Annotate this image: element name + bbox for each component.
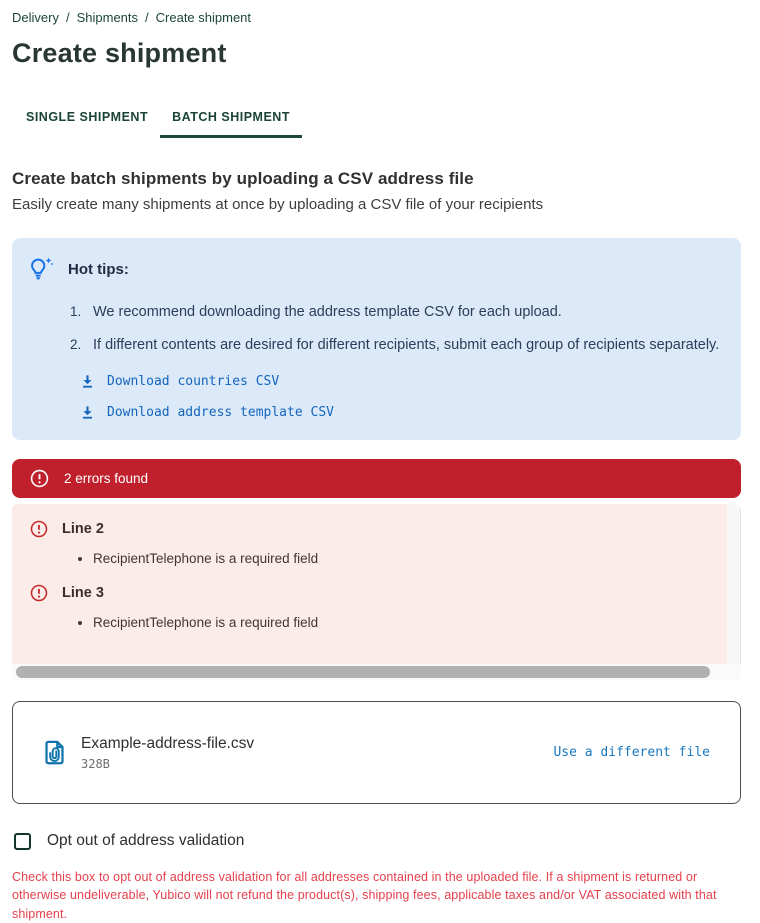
file-meta xyxy=(81,735,254,771)
download-countries-csv-link[interactable] xyxy=(80,374,725,389)
hot-tips-panel xyxy=(12,238,741,440)
download-icon xyxy=(80,374,95,389)
error-banner-text: 2 errors found xyxy=(64,470,149,486)
error-group-title: Line 3 xyxy=(62,585,104,602)
file-size: 328B xyxy=(81,756,110,771)
error-banner xyxy=(12,459,741,498)
error-item: • RecipientTelephone is a required field xyxy=(93,549,727,569)
hot-tips-list xyxy=(28,301,725,358)
uploaded-file-card xyxy=(12,701,741,804)
horizontal-scrollbar-track xyxy=(12,664,741,680)
error-circle-icon xyxy=(30,469,49,488)
use-different-file-link[interactable]: Use a different file xyxy=(553,745,710,761)
opt-out-label: Opt out of address validation xyxy=(47,832,245,850)
breadcrumb-shipments[interactable]: Shipments xyxy=(76,10,139,25)
tab-bar xyxy=(12,100,741,138)
lightbulb-sparkle-icon xyxy=(28,256,54,282)
file-attachment-icon xyxy=(41,739,68,766)
error-group-items xyxy=(30,613,727,633)
horizontal-scrollbar-thumb[interactable] xyxy=(16,666,710,678)
section-heading: Create batch shipments by uploading a CSV address file xyxy=(12,169,474,188)
hot-tip-item: 1. We recommend downloading the address template CSV for each upload. xyxy=(85,301,725,325)
error-group-title: Line 2 xyxy=(62,520,104,537)
error-group-header xyxy=(30,520,727,538)
download-icon xyxy=(80,405,95,420)
section-subheading: Easily create many shipments at once by uploading a CSV file of your recipients xyxy=(12,196,544,213)
download-countries-csv-label: Download countries CSV xyxy=(107,373,280,389)
opt-out-disclaimer: Check this box to opt out of address validation for all addresses contained in the uploaded file. If a shipment is returned or otherwise undeliverable, Yubico will not refund the product(s), shipping fees, applicable taxes and/or VAT associated with that shipment. xyxy=(12,870,717,921)
hot-tip-item: 2. If different contents are desired for different recipients, submit each group of recipients separately. xyxy=(85,334,725,358)
error-details-panel xyxy=(12,504,741,681)
error-circle-icon xyxy=(30,584,48,602)
tab-single-shipment[interactable]: SINGLE SHIPMENT xyxy=(26,110,149,124)
error-item: • RecipientTelephone is a required field xyxy=(93,613,727,633)
breadcrumb xyxy=(12,10,741,25)
tab-batch-shipment[interactable]: BATCH SHIPMENT xyxy=(160,100,302,138)
breadcrumb-separator: / xyxy=(65,10,70,25)
hot-tips-title: Hot tips: xyxy=(68,260,129,278)
error-circle-icon xyxy=(30,520,48,538)
vertical-scrollbar-gutter xyxy=(727,504,741,665)
error-list xyxy=(12,504,727,665)
page-title: Create shipment xyxy=(12,38,227,68)
breadcrumb-delivery[interactable]: Delivery xyxy=(12,10,59,25)
file-name: Example-address-file.csv xyxy=(81,734,255,752)
breadcrumb-create-shipment[interactable]: Create shipment xyxy=(155,10,252,25)
error-group-items xyxy=(30,549,727,569)
opt-out-checkbox[interactable] xyxy=(14,833,31,850)
download-address-template-csv-label: Download address template CSV xyxy=(107,404,334,420)
download-address-template-csv-link[interactable] xyxy=(80,405,725,420)
opt-out-row xyxy=(12,832,741,850)
error-group-header xyxy=(30,584,727,602)
breadcrumb-separator: / xyxy=(145,10,149,25)
